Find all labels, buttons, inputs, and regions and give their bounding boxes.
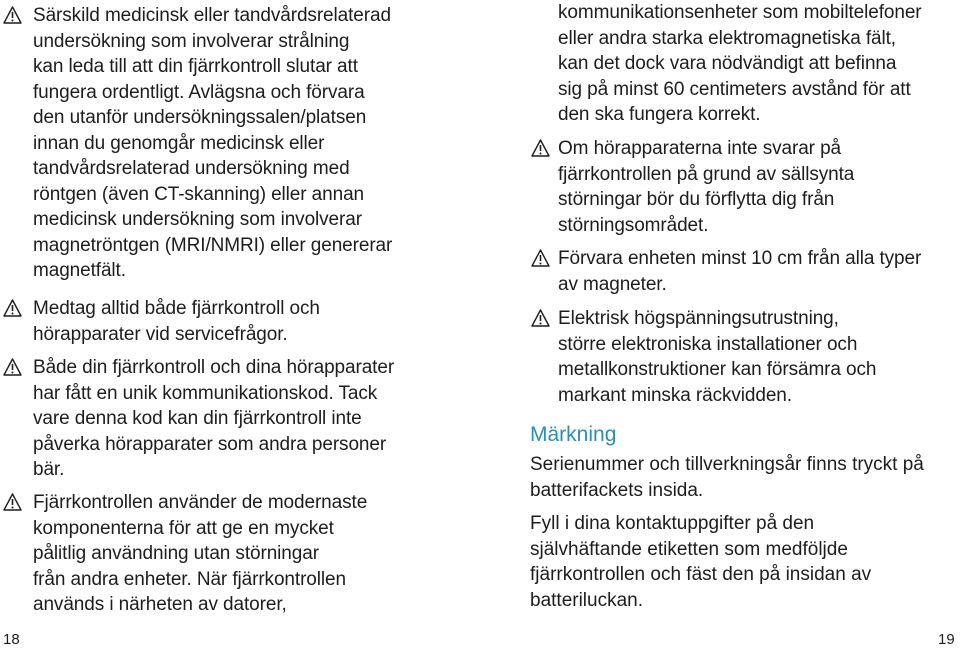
text-line: kommunikationsenheter som mobiltelefoner [558,2,922,23]
text-line: fjärrkontrollen och fäst den på insidan av [530,564,872,585]
warning-text [558,246,921,297]
text-line: från andra enheter. När fjärrkontrollen [33,568,346,590]
text-line: har fått en unik kommunikationskod. Tack [33,382,378,404]
text-line: den utanför undersökningssalen/platsen [33,107,367,128]
warning-text [558,136,854,238]
text-line: Serienummer och tillverkningsår ﬁnns tryckt på [530,454,924,475]
warning-text [33,355,394,483]
text-line: Både din fjärrkontroll och dina hörapparater [33,357,395,378]
text-line: påverka hörapparater som andra personer [33,433,387,455]
continuation-text [558,0,922,128]
text-line: magnetfält. [33,260,126,281]
text-line: tandvårdsrelaterad undersökning med [33,158,350,179]
text-line: Elektrisk högspänningsutrustning, [558,308,839,329]
text-line: fungera ordentligt. Avlägsna och förvara [33,81,365,103]
warning-triangle-icon [531,309,550,327]
text-line: störningar bör du förflytta dig från [558,189,835,210]
warning-text [33,490,367,618]
text-line: används i närheten av datorer, [33,594,287,615]
warning-text [558,306,876,408]
text-line: sig på minst 60 centimeters avstånd för att [558,78,911,100]
text-line: vare denna kod kan din fjärrkontroll inte [33,408,362,429]
warning-text [33,296,320,347]
text-line: batterifackets insida. [530,479,704,501]
warning-triangle-icon [3,493,22,511]
paragraph-contact-label [530,511,871,613]
text-line: Om hörapparaterna inte svarar på [558,138,842,159]
text-line: markant minska räckvidden. [558,384,792,406]
warning-triangle-icon [3,299,22,317]
warning-text [33,3,392,284]
page-number-left: 18 [3,631,20,648]
warning-triangle-icon [3,6,22,24]
text-line: Fyll i dina kontaktuppgifter på den [530,513,815,534]
text-line: innan du genomgår medicinsk eller [33,132,325,154]
section-heading: Märkning [530,423,617,446]
text-line: medicinsk undersökning som involverar [33,209,362,230]
warning-triangle-icon [3,358,22,376]
text-line: metallkonstruktioner kan försämra och [558,359,877,380]
text-line: batteriluckan. [530,589,644,611]
text-line: fjärrkontrollen på grund av sällsynta [558,163,855,185]
text-line: den ska fungera korrekt. [558,104,761,125]
text-line: kan leda till att din fjärrkontroll slutar att [33,56,358,77]
text-line: av magneter. [558,273,667,295]
text-line: större elektroniska installationer och [558,333,858,355]
text-line: magnetröntgen (MRI/NMRI) eller genererar [33,234,393,256]
text-line: Förvara enheten minst 10 cm från alla typer [558,248,922,269]
text-line: bär. [33,459,65,480]
text-line: komponenterna för att ge en mycket [33,517,334,539]
text-line: pålitlig användning utan störningar [33,543,319,564]
text-line: Särskild medicinsk eller tandvårdsrelaterad [33,5,391,26]
page-number-right: 19 [938,631,955,648]
text-line: störningsområdet. [558,214,709,236]
warning-triangle-icon [531,249,550,267]
text-line: självhäftande etiketten som medföljde [530,538,848,560]
text-line: röntgen (även CT-skanning) eller annan [33,183,365,205]
paragraph-serial [530,452,924,503]
text-line: Fjärrkontrollen använder de modernaste [33,492,368,513]
text-line: hörapparater vid servicefrågor. [33,323,288,345]
text-line: undersökning som involverar strålning [33,30,350,52]
text-line: kan det dock vara nödvändigt att beﬁnna [558,53,897,74]
text-line: Medtag alltid både fjärrkontroll och [33,298,320,319]
warning-triangle-icon [531,139,550,157]
text-line: eller andra starka elektromagnetiska fält, [558,27,896,49]
